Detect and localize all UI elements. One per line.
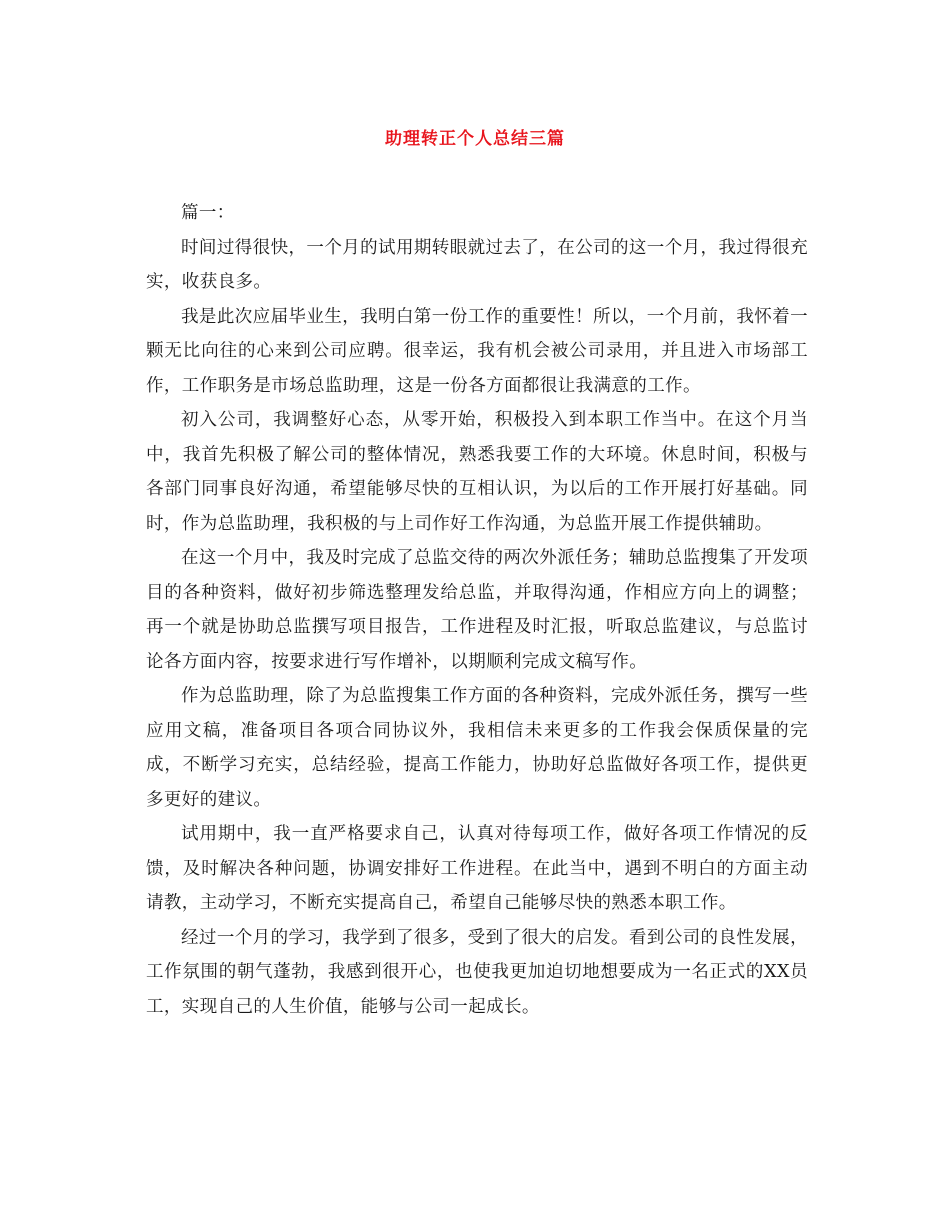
paragraph-4: 在这一个月中，我及时完成了总监交待的两次外派任务；辅助总监搜集了开发项目的各种资料，做好初步筛选整理发给总监，并取得沟通，作相应方向上的调整；再一个就是协助总监撰写项目报告，工作进程及时汇报，听取总监建议，与总监讨论各方面内容，按要求进行写作增补，以期顺利完成文稿写作。 xyxy=(146,548,808,672)
paragraph-1: 时间过得很快，一个月的试用期转眼就过去了，在公司的这一个月，我过得很充实，收获良多。 xyxy=(146,237,808,292)
paragraph-7: 经过一个月的学习，我学到了很多，受到了很大的启发。看到公司的良性发展，工作氛围的朝气蓬勃，我感到很开心，也使我更加迫切地想要成为一名正式的XX员工，实现自己的人生价值，能够与公司一起成长。 xyxy=(146,927,808,1017)
document-title: 助理转正个人总结三篇 xyxy=(385,129,565,149)
paragraph-2: 我是此次应届毕业生，我明白第一份工作的重要性！所以，一个月前，我怀着一颗无比向往的心来到公司应聘。很幸运，我有机会被公司录用，并且进入市场部工作，工作职务是市场总监助理，这是一份各方面都很让我满意的工作。 xyxy=(146,306,808,396)
paragraph-6: 试用期中，我一直严格要求自己，认真对待每项工作，做好各项工作情况的反馈，及时解决各种问题，协调安排好工作进程。在此当中，遇到不明白的方面主动请教，主动学习，不断充实提高自己，希望自己能够尽快的熟悉本职工作。 xyxy=(146,824,808,913)
section-heading: 篇一： xyxy=(181,203,235,223)
paragraph-3: 初入公司，我调整好心态，从零开始，积极投入到本职工作当中。在这个月当中，我首先积极了解公司的整体情况，熟悉我要工作的大环境。休息时间，积极与各部门同事良好沟通，希望能够尽快的互相认识，为以后的工作开展打好基础。同时，作为总监助理，我积极的与上司作好工作沟通，为总监开展工作提供辅助。 xyxy=(146,410,808,534)
document-body xyxy=(146,196,808,1024)
paragraph-5: 作为总监助理，除了为总监搜集工作方面的各种资料，完成外派任务，撰写一些应用文稿，准备项目各项合同协议外，我相信未来更多的工作我会保质保量的完成，不断学习充实，总结经验，提高工作能力，协助好总监做好各项工作，提供更多更好的建议。 xyxy=(146,686,808,810)
